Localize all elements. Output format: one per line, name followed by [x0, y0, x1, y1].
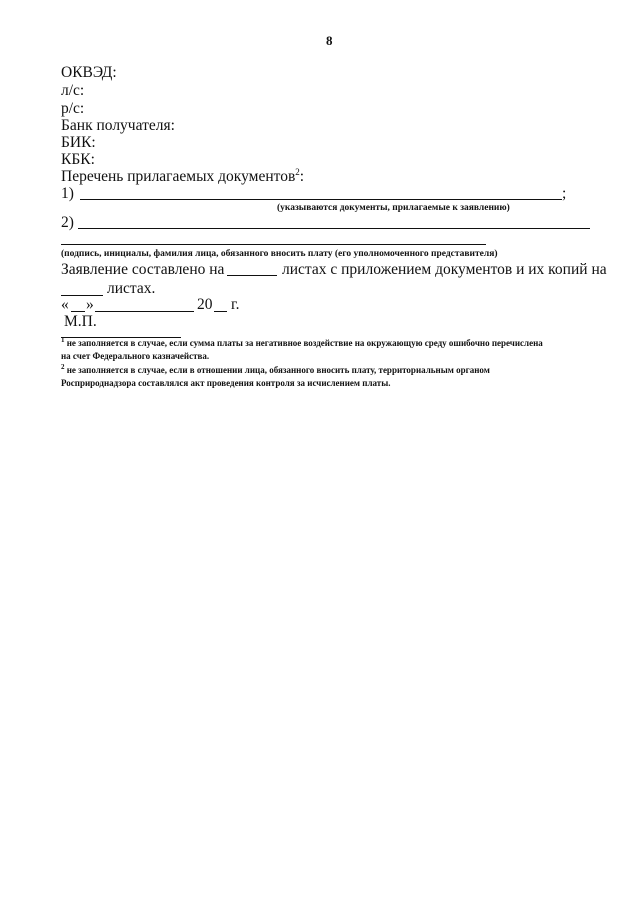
footnote-2-continuation: Росприроднадзора составлялся акт проведения контроля за исчислением платы.: [61, 378, 391, 388]
footnote-1-mark: 1: [61, 336, 65, 344]
statement-sheets-blank: [227, 275, 277, 276]
documents-heading-colon: :: [299, 168, 305, 185]
document-item-2-line: [78, 228, 590, 229]
documents-heading: [61, 168, 304, 186]
statement-part1: Заявление составлено на: [61, 261, 225, 278]
field-bik: БИК:: [61, 134, 96, 151]
footnote-2: [61, 364, 606, 377]
date-year-suffix: г.: [231, 296, 240, 313]
footnote-1-line1: не заполняется в случае, если сумма платы за негативное воздействие на окружающую среду ошибочно перечислена: [66, 338, 543, 348]
statement-part3: листах.: [107, 280, 156, 297]
document-item-1-number: 1): [61, 185, 74, 202]
footnote-2-mark: 2: [61, 363, 65, 371]
page-number: 8: [326, 33, 333, 48]
date-month-blank: [95, 311, 194, 312]
document-item-1-line: [80, 199, 562, 200]
documents-heading-text: Перечень прилагаемых документов: [61, 168, 296, 185]
signature-line: [61, 244, 486, 245]
document-item-2-number: 2): [61, 214, 74, 231]
date-day-blank: [71, 311, 85, 312]
date-open-quote: «: [61, 296, 69, 313]
stamp-place: М.П.: [64, 313, 97, 330]
footnote-2-line1: не заполняется в случае, если в отношении лица, обязанного вносить плату, территориальным органом: [66, 365, 490, 375]
footnote-1-continuation: на счет Федерального казначейства.: [61, 351, 210, 361]
date-year-prefix: 20: [197, 296, 213, 313]
field-rs: р/с:: [61, 100, 85, 117]
footnote-ref-2: 2: [295, 167, 300, 177]
footnote-1: [61, 337, 606, 350]
signature-caption: (подпись, инициалы, фамилия лица, обязанного вносить плату (его уполномоченного представителя): [61, 249, 498, 259]
document-item-1-caption: (указываются документы, прилагаемые к заявлению): [277, 203, 510, 213]
statement-part2: листах с приложением документов и их копий на: [282, 261, 607, 278]
document-item-1-end: ;: [562, 185, 567, 202]
field-okved: ОКВЭД:: [61, 64, 117, 81]
date-year-blank: [214, 311, 227, 312]
field-bank: Банк получателя:: [61, 117, 175, 134]
date-close-quote: »: [86, 296, 94, 313]
field-kbk: КБК:: [61, 151, 95, 168]
field-ls: л/с:: [61, 82, 85, 99]
